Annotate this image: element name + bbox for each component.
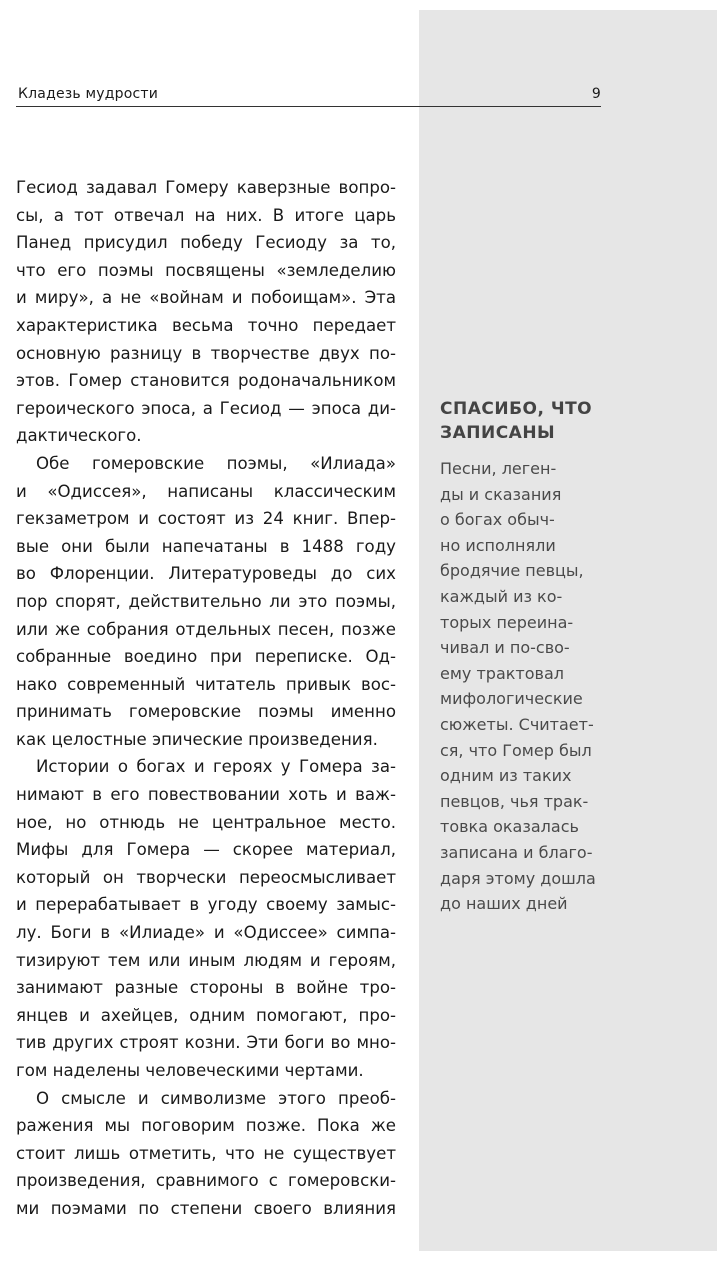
text-line: лу. Боги в «Илиаде» и «Одиссее» симпа- [16, 923, 396, 943]
text-line: что его поэмы посвящены «земледелию [16, 260, 396, 280]
sidebar-heading-line: СПАСИБО, ЧТО [440, 399, 593, 419]
text-line: гекзаметром и состоят из 24 книг. Впер- [16, 509, 396, 529]
text-line: занимают разные стороны в войне тро- [16, 978, 396, 998]
sidebar-text-line: товка оказалась [440, 817, 579, 837]
text-line: который он творчески переосмысливает [16, 867, 396, 887]
sidebar-text-line: певцов, чья трак- [440, 791, 589, 811]
text-line: Истории о богах и героях у Гомера за- [36, 757, 396, 777]
text-line: характеристика весьма точно передает [16, 315, 396, 335]
text-line: тизируют тем или иным людям и героям, [16, 950, 396, 970]
text-line: ное, но отнюдь не центральное место. [16, 812, 396, 832]
page-number: 9 [591, 86, 601, 102]
text-line: тив других строят козни. Эти боги во мно- [16, 1033, 396, 1053]
text-line: этов. Гомер становится родоначальником [16, 371, 396, 391]
text-line: принимать гомеровские поэмы именно [16, 702, 396, 722]
sidebar-text-line: каждый из ко- [440, 586, 563, 606]
text-line: произведения, сравнимого с гомеровски- [16, 1171, 396, 1191]
sidebar-text-line: даря этому дошла [440, 868, 596, 888]
text-line: нимают в его повествовании хоть и важ- [16, 785, 396, 805]
sidebar-text-line: бродячие певцы, [440, 561, 584, 581]
sidebar-heading [440, 397, 660, 445]
sidebar-text-line: Песни, леген- [440, 459, 557, 478]
sidebar-text-line: ды и сказания [440, 484, 562, 504]
sidebar-text-line: ему трактовал [440, 663, 564, 683]
running-header [16, 86, 601, 107]
text-line: как целостные эпические произведения. [16, 729, 378, 749]
text-line: нако современный читатель привык вос- [16, 674, 396, 694]
text-line: во Флоренции. Литературоведы до сих [16, 564, 396, 584]
text-line: Гесиод задавал Гомеру каверзные вопро- [16, 178, 396, 197]
sidebar-text-line: мифологические [440, 689, 583, 709]
text-line: стоит лишь отметить, что не существует [16, 1143, 396, 1163]
text-line: сы, а тот отвечал на них. В итоге царь [16, 205, 396, 225]
text-line: героического эпоса, а Гесиод — эпоса ди- [16, 398, 396, 418]
text-line: гом наделены человеческими чертами. [16, 1061, 364, 1080]
running-title: Кладезь мудрости [18, 86, 159, 102]
sidebar-text-line: одним из таких [440, 766, 572, 786]
text-line: собранные воедино при переписке. Од- [16, 647, 396, 667]
sidebar-text-line: записана и благо- [440, 842, 593, 862]
text-line: ражения мы поговорим позже. Пока же [16, 1116, 396, 1136]
sidebar-text-line: до наших дней [440, 894, 568, 914]
text-line: Обе гомеровские поэмы, «Илиада» [36, 453, 396, 473]
text-line: янцев и ахейцев, одним помогают, про- [16, 1005, 396, 1025]
sidebar-text-line: но исполняли [440, 535, 556, 555]
text-line: вые они были напечатаны в 1488 году [16, 536, 396, 556]
text-line: ми поэмами по степени своего влияния [16, 1198, 396, 1218]
text-line: основную разницу в творчестве двух по- [16, 343, 396, 363]
sidebar-text-line: ся, что Гомер был [440, 740, 592, 760]
text-line: или же собрания отдельных песен, позже [16, 619, 396, 639]
text-line: и миру», а не «войнам и побоищам». Эта [16, 288, 396, 308]
text-line: Панед присудил победу Гесиоду за то, [16, 233, 396, 253]
text-line: и «Одиссея», написаны классическим [16, 481, 396, 501]
sidebar-text [440, 456, 600, 917]
sidebar-heading-line: ЗАПИСАНЫ [440, 423, 556, 443]
text-line: О смысле и символизме этого преоб- [36, 1088, 396, 1108]
text-line: пор спорят, действительно ли это поэмы, [16, 591, 396, 611]
main-text [16, 174, 396, 1223]
sidebar-text-line: сюжеты. Считает- [440, 714, 594, 734]
sidebar-text-line: чивал и по-сво- [440, 638, 570, 658]
text-line: и перерабатывает в угоду своему замыс- [16, 895, 396, 915]
text-line: дактического. [16, 426, 142, 446]
text-line: Мифы для Гомера — скорее материал, [16, 840, 396, 860]
sidebar-text-line: о богах обыч- [440, 510, 555, 530]
sidebar-text-line: торых переина- [440, 612, 574, 632]
